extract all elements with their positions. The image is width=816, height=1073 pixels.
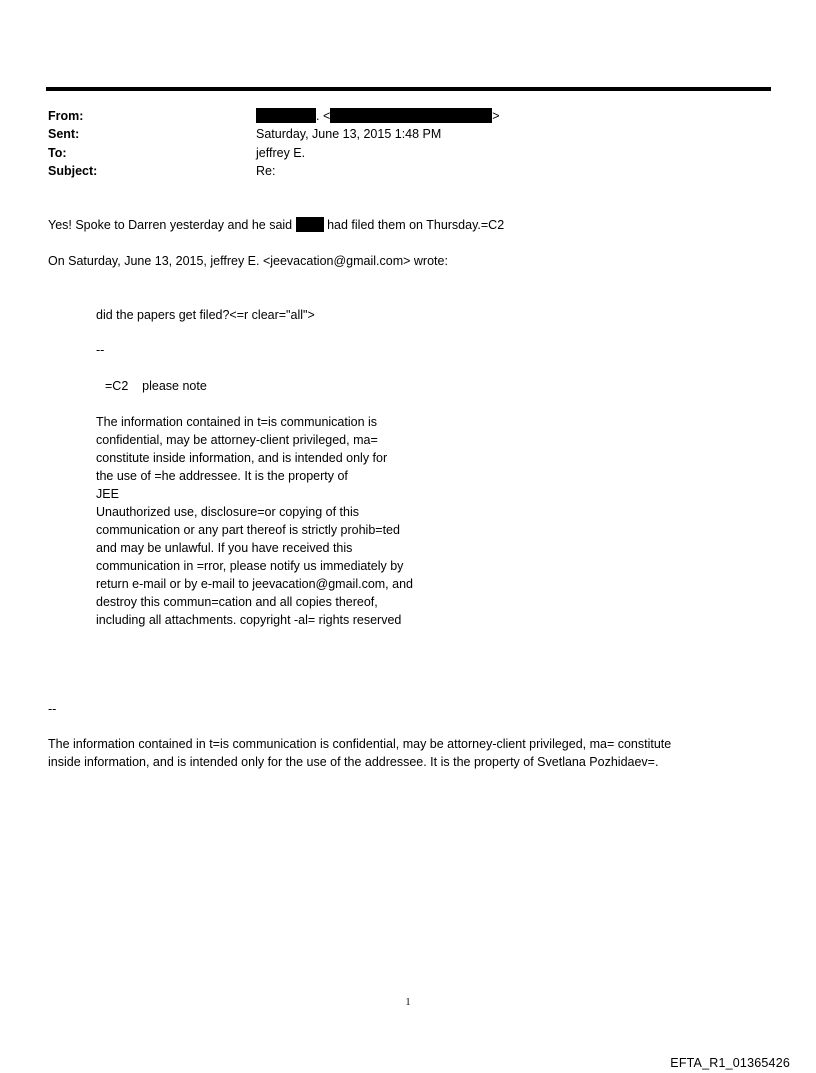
document-id: EFTA_R1_01365426 <box>670 1056 790 1070</box>
from-separator: . < <box>316 109 331 123</box>
from-label: From: <box>48 109 84 123</box>
quote-intro: On Saturday, June 13, 2015, jeffrey E. <jeevacation@gmail.com> wrote: <box>48 254 448 268</box>
signature-disclaimer-line: inside information, and is intended only for the use of the addressee. It is the property of Svetlana Pozhidaev=. <box>48 755 659 769</box>
disclaimer-line: JEE <box>96 487 119 501</box>
redacted-person <box>296 217 324 232</box>
disclaimer-line: return e-mail or by e-mail to jeevacation@gmail.com, and <box>96 577 413 591</box>
disclaimer-line: Unauthorized use, disclosure=or copying of this <box>96 505 359 519</box>
disclaimer-line: communication in =rror, please notify us immediately by <box>96 559 404 573</box>
header-rule <box>46 87 771 91</box>
disclaimer-line: destroy this commun=cation and all copies thereof, <box>96 595 378 609</box>
signature-separator: -- <box>48 702 57 716</box>
disclaimer-line: constitute inside information, and is intended only for <box>96 451 388 465</box>
disclaimer-line: the use of =he addressee. It is the property of <box>96 469 348 483</box>
signature-disclaimer-line: The information contained in t=is communication is confidential, may be attorney-client privileged, ma= constitute <box>48 737 672 751</box>
sent-value: Saturday, June 13, 2015 1:48 PM <box>256 127 442 141</box>
disclaimer-line: including all attachments. copyright -al= rights reserved <box>96 613 402 627</box>
to-value: jeffrey E. <box>256 146 306 160</box>
quoted-note: =C2 please note <box>105 379 207 393</box>
sent-label: Sent: <box>48 127 80 141</box>
disclaimer-line: communication or any part thereof is strictly prohib=ted <box>96 523 400 537</box>
redacted-email <box>330 108 492 123</box>
from-close: > <box>492 109 500 123</box>
disclaimer-line: and may be unlawful. If you have received this <box>96 541 353 555</box>
to-label: To: <box>48 146 67 160</box>
reply-line <box>48 217 504 234</box>
subject-label: Subject: <box>48 164 98 178</box>
reply-prefix: Yes! Spoke to Darren yesterday and he said <box>48 218 296 232</box>
redacted-name <box>256 108 316 123</box>
quoted-separator: -- <box>96 343 105 357</box>
page-number: 1 <box>405 997 411 1008</box>
subject-value: Re: <box>256 164 276 178</box>
from-value <box>256 108 500 125</box>
disclaimer-line: confidential, may be attorney-client privileged, ma= <box>96 433 378 447</box>
disclaimer-line: The information contained in t=is communication is <box>96 415 378 429</box>
quoted-question: did the papers get filed?<=r clear="all"> <box>96 308 315 322</box>
reply-suffix: had filed them on Thursday.=C2 <box>323 218 505 232</box>
